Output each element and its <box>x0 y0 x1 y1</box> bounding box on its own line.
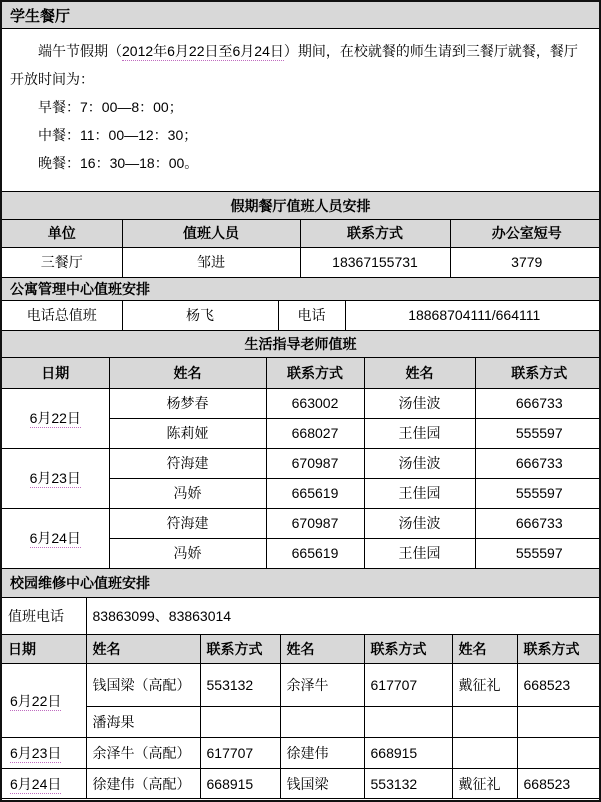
header-cell-contact: 联系方式 <box>200 635 280 664</box>
header-cell-contact: 联系方式 <box>300 220 450 247</box>
cell-name: 钱国梁（高配） <box>86 664 200 707</box>
cell-name: 汤佳波 <box>364 388 475 418</box>
cell-contact: 668915 <box>200 769 280 799</box>
cell-contact: 665619 <box>266 478 364 508</box>
apartment-duty-row <box>2 301 601 331</box>
cell-contact: 670987 <box>266 508 364 538</box>
cell-name: 冯娇 <box>109 538 266 568</box>
cell-office-ext: 3779 <box>450 247 601 277</box>
section-title-maintenance-center: 校园维修中心值班安排 <box>2 569 599 598</box>
cell-name: 杨梦春 <box>109 388 266 418</box>
holiday-duty-data-row <box>2 247 601 277</box>
cell-contact: 666733 <box>475 508 601 538</box>
cell-name <box>452 707 517 738</box>
cell-name: 王佳园 <box>364 418 475 448</box>
section-title-life-guidance: 生活指导老师值班 <box>2 331 599 358</box>
header-cell-name: 姓名 <box>109 358 266 388</box>
apartment-duty-table <box>2 301 601 332</box>
maintenance-phone-row <box>2 598 601 635</box>
header-cell-date: 日期 <box>2 358 109 388</box>
meal-time-lunch: 中餐：11：00—12：30； <box>38 127 198 143</box>
cell-name: 钱国梁 <box>280 769 364 799</box>
cell-contact: 670987 <box>266 448 364 478</box>
maintenance-row <box>2 769 601 799</box>
guidance-row <box>2 508 601 538</box>
cell-name <box>452 738 517 769</box>
header-cell-name: 姓名 <box>364 358 475 388</box>
cell-contact: 663002 <box>266 388 364 418</box>
date-text: 6月22日 <box>10 692 62 709</box>
header-cell-name: 姓名 <box>452 635 517 664</box>
cell-contact: 553132 <box>364 769 452 799</box>
cell-duty-type: 电话总值班 <box>2 301 122 331</box>
cell-name: 符海建 <box>109 448 266 478</box>
cell-name: 汤佳波 <box>364 448 475 478</box>
guidance-duty-table <box>2 358 601 569</box>
maintenance-duty-table <box>2 598 601 800</box>
cell-name: 徐建伟 <box>280 738 364 769</box>
maintenance-row <box>2 738 601 769</box>
cell-contact: 668027 <box>266 418 364 448</box>
cell-unit: 三餐厅 <box>2 247 122 277</box>
cell-name: 戴征礼 <box>452 769 517 799</box>
cafeteria-notice <box>2 29 599 192</box>
date-text: 6月23日 <box>10 745 62 761</box>
guidance-row <box>2 388 601 418</box>
cell-name: 冯娇 <box>109 478 266 508</box>
cell-person: 杨飞 <box>122 301 278 331</box>
header-cell-contact: 联系方式 <box>364 635 452 664</box>
cell-name: 潘海果 <box>86 707 200 738</box>
cell-contact: 553132 <box>200 664 280 707</box>
section-title-apartment-center: 公寓管理中心值班安排 <box>2 278 599 301</box>
cell-name: 余泽牛（高配） <box>86 738 200 769</box>
holiday-duty-header-row <box>2 220 601 247</box>
header-cell-contact: 联系方式 <box>266 358 364 388</box>
cell-contact: 666733 <box>475 448 601 478</box>
cell-name: 徐建伟（高配） <box>86 769 200 799</box>
header-cell-person: 值班人员 <box>122 220 300 247</box>
maintenance-row <box>2 664 601 707</box>
header-cell-name: 姓名 <box>86 635 200 664</box>
guidance-row <box>2 448 601 478</box>
cell-duty-phone-numbers: 83863099、83863014 <box>86 598 601 635</box>
header-cell-contact: 联系方式 <box>475 358 601 388</box>
cell-name: 陈莉娅 <box>109 418 266 448</box>
cell-name: 王佳园 <box>364 538 475 568</box>
notice-text-suffix: ）期间，在校就餐的师生请到三餐厅就餐，餐厅开放时间为： <box>10 43 578 87</box>
cell-name: 戴征礼 <box>452 664 517 707</box>
header-cell-date: 日期 <box>2 635 86 664</box>
cell-phone-label: 电话 <box>278 301 345 331</box>
section-title-holiday-duty: 假期餐厅值班人员安排 <box>2 192 599 220</box>
meal-time-breakfast: 早餐：7：00—8：00； <box>38 99 183 115</box>
cell-contact: 555597 <box>475 418 601 448</box>
cell-contact <box>517 707 601 738</box>
cell-contact: 617707 <box>364 664 452 707</box>
cell-contact <box>200 707 280 738</box>
cell-contact: 665619 <box>266 538 364 568</box>
cell-contact: 617707 <box>200 738 280 769</box>
date-text: 6月24日 <box>29 530 81 546</box>
cell-contact: 555597 <box>475 538 601 568</box>
header-cell-office-ext: 办公室短号 <box>450 220 601 247</box>
notice-text-prefix: 端午节假期（ <box>38 43 122 59</box>
section-title-student-cafeteria: 学生餐厅 <box>2 2 599 29</box>
date-cell <box>2 738 86 769</box>
header-cell-unit: 单位 <box>2 220 122 247</box>
cell-name: 余泽牛 <box>280 664 364 707</box>
cell-name: 王佳园 <box>364 478 475 508</box>
cell-person: 邹进 <box>122 247 300 277</box>
holiday-duty-table <box>2 220 601 278</box>
notice-paragraph <box>10 37 589 93</box>
date-cell <box>2 769 86 799</box>
maintenance-header-row <box>2 635 601 664</box>
cell-name: 符海建 <box>109 508 266 538</box>
cell-duty-phone-label: 值班电话 <box>2 598 86 635</box>
cell-name <box>280 707 364 738</box>
header-cell-name: 姓名 <box>280 635 364 664</box>
maintenance-row <box>2 707 601 738</box>
cell-contact: 668915 <box>364 738 452 769</box>
date-text: 6月24日 <box>10 775 62 792</box>
notice-date-range: 2012年6月22日至6月24日 <box>122 43 284 59</box>
date-cell <box>2 388 109 448</box>
guidance-header-row <box>2 358 601 388</box>
cell-contact: 668523 <box>517 769 601 799</box>
date-cell <box>2 508 109 568</box>
date-cell <box>2 664 86 738</box>
cell-contact: 666733 <box>475 388 601 418</box>
cell-name: 汤佳波 <box>364 508 475 538</box>
cell-contact <box>364 707 452 738</box>
cell-contact <box>517 738 601 769</box>
header-cell-contact: 联系方式 <box>517 635 601 664</box>
cell-contact: 555597 <box>475 478 601 508</box>
cell-phone-numbers: 18868704111/664111 <box>345 301 601 331</box>
cell-contact: 18367155731 <box>300 247 450 277</box>
date-text: 6月22日 <box>29 410 81 426</box>
date-cell <box>2 448 109 508</box>
meal-time-dinner: 晚餐：16：30—18：00。 <box>38 155 199 171</box>
date-text: 6月23日 <box>29 470 81 486</box>
cell-contact: 668523 <box>517 664 601 707</box>
